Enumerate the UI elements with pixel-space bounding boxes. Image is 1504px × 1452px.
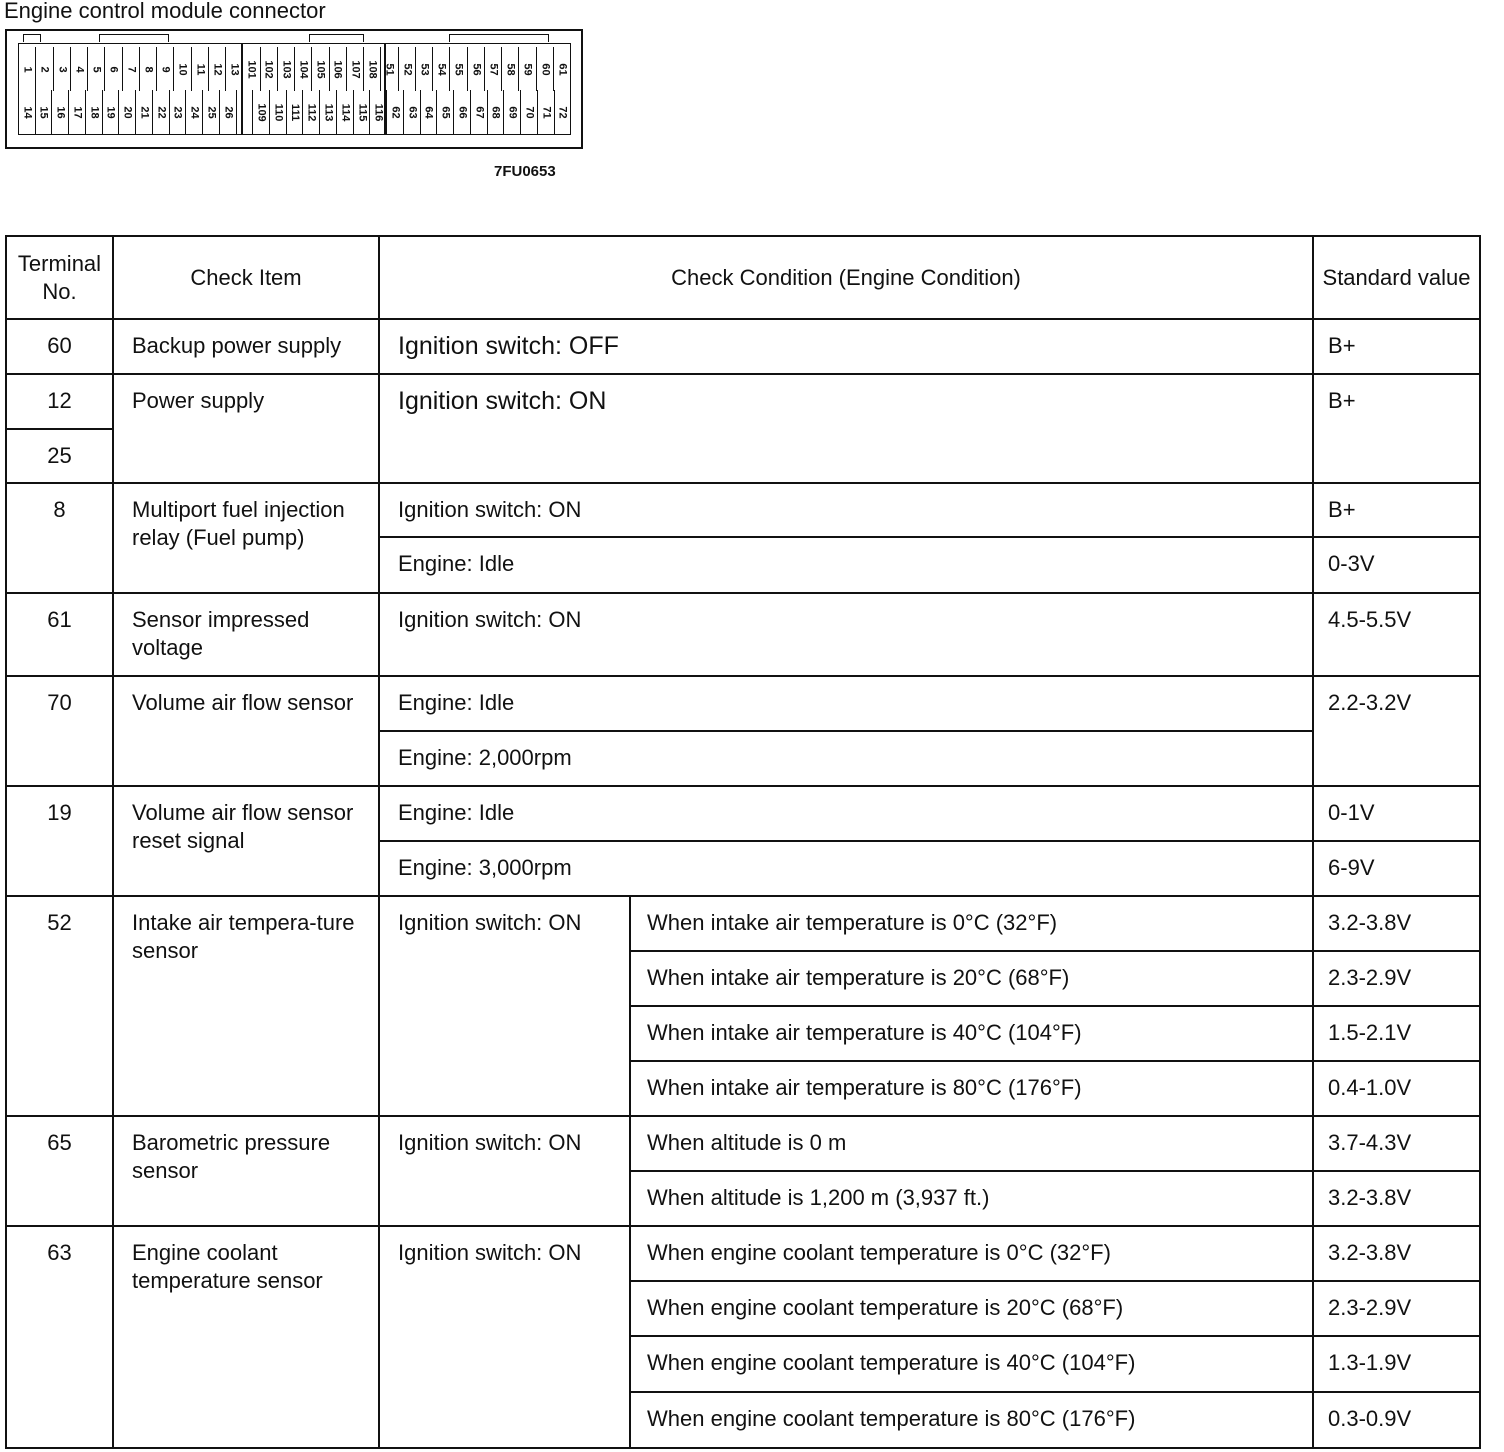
connector-pin (303, 90, 320, 134)
connector-pin-label: 69 (506, 105, 519, 119)
table-row (6, 483, 1480, 537)
connector-pin (554, 47, 570, 91)
connector-pin (103, 90, 120, 134)
check-condition: Ignition switch: ON (379, 1226, 630, 1448)
connector-pin (312, 47, 329, 91)
connector-pin-label: 56 (470, 62, 483, 76)
terminal-number: 70 (6, 676, 113, 786)
sub-condition: When intake air temperature is 0°C (32°F) (630, 896, 1313, 951)
standard-value: B+ (1313, 483, 1480, 537)
connector-pin (454, 90, 471, 134)
standard-value: 4.5-5.5V (1313, 593, 1480, 676)
sub-condition: When engine coolant temperature is 20°C (68°F) (630, 1281, 1313, 1336)
check-condition: Ignition switch: OFF (379, 319, 1313, 374)
sub-condition: When intake air temperature is 20°C (68°F) (630, 951, 1313, 1006)
check-item: Backup power supply (113, 319, 379, 374)
standard-value: 1.5-2.1V (1313, 1006, 1480, 1061)
connector-pin (52, 90, 69, 134)
connector-pin (174, 47, 191, 91)
connector-pin-label: 57 (487, 62, 500, 76)
table-row (6, 896, 1480, 951)
connector-pin (287, 90, 304, 134)
connector-bottom-pin-row (19, 90, 570, 134)
table-header-row (6, 236, 1480, 319)
connector-pin (504, 90, 521, 134)
connector-pin (186, 90, 203, 134)
terminal-number: 52 (6, 896, 113, 1116)
connector-pin (416, 47, 433, 91)
connector-pin-label: 51 (383, 62, 396, 76)
connector-pin-label: 72 (556, 105, 569, 119)
connector-pin (209, 47, 226, 91)
standard-value: 3.2-3.8V (1313, 896, 1480, 951)
standard-value: 3.2-3.8V (1313, 1226, 1480, 1281)
check-condition: Engine: 2,000rpm (379, 731, 1313, 786)
standard-value: 1.3-1.9V (1313, 1336, 1480, 1392)
connector-pin (69, 90, 86, 134)
connector-pin (521, 90, 538, 134)
terminal-number: 61 (6, 593, 113, 676)
connector-pin-label: 2 (38, 65, 51, 73)
connector-notch (99, 34, 169, 42)
standard-value: 0.3-0.9V (1313, 1392, 1480, 1448)
check-condition: Engine: Idle (379, 537, 1313, 593)
connector-notch (23, 34, 41, 42)
connector-pin-label: 65 (439, 105, 452, 119)
connector-pin (88, 47, 105, 91)
connector-pin-label: 9 (159, 65, 172, 73)
standard-value: 3.2-3.8V (1313, 1171, 1480, 1226)
connector-pin-label: 11 (194, 63, 207, 75)
connector-pin (19, 90, 36, 134)
connector-pin-label: 115 (356, 103, 369, 121)
connector-pin (203, 90, 220, 134)
connector-pin (278, 47, 295, 91)
connector-pin-label: 106 (332, 59, 345, 79)
connector-pin-label: 68 (489, 105, 502, 119)
connector-pin (105, 47, 122, 91)
check-condition: Ignition switch: ON (379, 1116, 630, 1226)
check-condition: Engine: Idle (379, 786, 1313, 841)
table-row (6, 319, 1480, 374)
connector-pin (433, 47, 450, 91)
connector-pin-block (18, 43, 571, 135)
connector-pin (488, 90, 505, 134)
connector-pin-label: 108 (366, 59, 379, 79)
connector-pin (243, 47, 260, 91)
connector-pin (237, 90, 254, 134)
connector-pin-label: 101 (245, 59, 258, 79)
connector-pin-label: 22 (155, 105, 168, 119)
connector-pin-label: 112 (305, 103, 318, 121)
connector-pin-label: 6 (107, 65, 120, 73)
connector-pin-label: 1 (21, 65, 34, 73)
connector-pin-label: 12 (211, 62, 224, 76)
check-condition: Ignition switch: ON (379, 483, 1313, 537)
sub-condition: When intake air temperature is 40°C (104°F) (630, 1006, 1313, 1061)
connector-pin-label: 3 (56, 65, 69, 73)
connector-pin (337, 90, 354, 134)
terminal-number: 8 (6, 483, 113, 593)
check-item: Volume air flow sensor reset signal (113, 786, 379, 896)
header-terminal: Terminal No. (6, 236, 113, 319)
connector-pin-label: 54 (435, 62, 448, 76)
check-item: Engine coolant temperature sensor (113, 1226, 379, 1448)
standard-value: 2.3-2.9V (1313, 1281, 1480, 1336)
connector-pin-label: 60 (539, 62, 552, 76)
connector-notch (309, 34, 364, 42)
check-item: Volume air flow sensor (113, 676, 379, 786)
sub-condition: When engine coolant temperature is 40°C (104°F) (630, 1336, 1313, 1392)
connector-pin (270, 90, 287, 134)
connector-pin-label: 62 (389, 105, 402, 119)
check-condition: Ignition switch: ON (379, 896, 630, 1116)
table-row (6, 676, 1480, 731)
connector-pin (71, 47, 88, 91)
table-row (6, 1226, 1480, 1281)
connector-pin-label: 24 (188, 105, 201, 119)
connector-pin-label: 18 (88, 105, 101, 119)
connector-pin-label: 114 (339, 103, 352, 121)
table-row (6, 1116, 1480, 1171)
table-row (6, 374, 1480, 429)
check-item: Multiport fuel injection relay (Fuel pump) (113, 483, 379, 593)
standard-value: 0-3V (1313, 537, 1480, 593)
connector-pin-label: 23 (171, 105, 184, 119)
check-item: Sensor impressed voltage (113, 593, 379, 676)
connector-top-pin-row (19, 47, 570, 91)
connector-pin (468, 47, 485, 91)
sub-condition: When engine coolant temperature is 80°C (176°F) (630, 1392, 1313, 1448)
standard-value: 3.7-4.3V (1313, 1116, 1480, 1171)
connector-pin (347, 47, 364, 91)
connector-pin (387, 90, 404, 134)
check-item: Barometric pressure sensor (113, 1116, 379, 1226)
connector-pin-label: 105 (314, 59, 327, 79)
connector-pin-label: 20 (121, 105, 134, 119)
connector-notch (449, 34, 549, 42)
connector-pin-label: 8 (142, 65, 155, 73)
terminal-number: 65 (6, 1116, 113, 1226)
connector-pin (399, 47, 416, 91)
connector-pin-label: 5 (90, 65, 103, 73)
standard-value: 0.4-1.0V (1313, 1061, 1480, 1116)
drawing-code: 7FU0653 (494, 163, 556, 180)
connector-pin-label: 21 (138, 105, 151, 119)
connector-pin (170, 90, 187, 134)
connector-pin (502, 47, 519, 91)
connector-pin-label: 52 (401, 62, 414, 76)
terminal-number: 25 (6, 429, 113, 483)
standard-value: 0-1V (1313, 786, 1480, 841)
connector-pin-label: 61 (556, 62, 569, 76)
connector-pin (485, 47, 502, 91)
connector-pin (140, 47, 157, 91)
connector-pin (519, 47, 536, 91)
connector-pin (404, 90, 421, 134)
connector-pin (157, 47, 174, 91)
connector-pin (320, 90, 337, 134)
connector-pin-label: 109 (255, 102, 268, 122)
connector-pin (537, 47, 554, 91)
terminal-number: 60 (6, 319, 113, 374)
connector-pin-label: 15 (38, 105, 51, 119)
table-row (6, 593, 1480, 676)
standard-value: B+ (1313, 374, 1480, 483)
sub-condition: When intake air temperature is 80°C (176°F) (630, 1061, 1313, 1116)
standard-value: 2.3-2.9V (1313, 951, 1480, 1006)
connector-pin (261, 47, 278, 91)
check-item: Intake air tempera-ture sensor (113, 896, 379, 1116)
header-check-condition: Check Condition (Engine Condition) (379, 236, 1313, 319)
connector-pin (295, 47, 312, 91)
connector-pin (364, 47, 381, 91)
table-row (6, 786, 1480, 841)
header-standard-value: Standard value (1313, 236, 1480, 319)
connector-pin (119, 90, 136, 134)
standard-value: B+ (1313, 319, 1480, 374)
check-condition: Engine: Idle (379, 676, 1313, 731)
connector-pin-label: 26 (222, 105, 235, 119)
connector-pin (123, 47, 140, 91)
header-check-item: Check Item (113, 236, 379, 319)
connector-pin (471, 90, 488, 134)
connector-pin-label: 13 (228, 62, 241, 76)
connector-pin-label: 10 (176, 62, 189, 76)
connector-pin (153, 90, 170, 134)
connector-pin-label: 58 (504, 62, 517, 76)
check-condition: Engine: 3,000rpm (379, 841, 1313, 896)
connector-pin (54, 47, 71, 91)
connector-pin (19, 47, 36, 91)
terminal-number: 12 (6, 374, 113, 429)
connector-pin-label: 103 (280, 59, 293, 79)
terminal-check-table (5, 235, 1481, 1449)
connector-pin (330, 47, 347, 91)
sub-condition: When altitude is 0 m (630, 1116, 1313, 1171)
connector-pin-label: 107 (349, 59, 362, 79)
connector-pin (354, 90, 371, 134)
document-title: Engine control module connector (4, 0, 326, 23)
connector-pin-label: 17 (71, 105, 84, 119)
standard-value: 6-9V (1313, 841, 1480, 896)
connector-pin-label: 64 (422, 105, 435, 119)
connector-pin (36, 90, 53, 134)
standard-value: 2.2-3.2V (1313, 676, 1480, 786)
check-condition: Ignition switch: ON (379, 374, 1313, 483)
connector-pin (450, 47, 467, 91)
connector-pin (136, 90, 153, 134)
check-condition: Ignition switch: ON (379, 593, 1313, 676)
connector-pin (36, 47, 53, 91)
connector-pin (220, 90, 237, 134)
connector-pin-label: 53 (418, 62, 431, 76)
connector-pin (86, 90, 103, 134)
connector-pin-label: 111 (289, 103, 302, 121)
connector-pin-label: 116 (372, 103, 385, 121)
connector-pin-label: 7 (125, 65, 138, 73)
connector-pin-label: 104 (297, 59, 310, 79)
sub-condition: When engine coolant temperature is 0°C (32°F) (630, 1226, 1313, 1281)
connector-pin-label: 70 (523, 105, 536, 119)
connector-pin-label: 113 (322, 103, 335, 121)
connector-pin-label: 63 (406, 105, 419, 119)
connector-pin-label: 16 (54, 105, 67, 119)
connector-pin (538, 90, 555, 134)
connector-pin-label: 67 (473, 105, 486, 119)
connector-diagram (5, 29, 583, 149)
check-item: Power supply (113, 374, 379, 483)
connector-pin-label: 110 (272, 103, 285, 121)
connector-pin-label: 4 (73, 65, 86, 73)
connector-pin (437, 90, 454, 134)
connector-pin-label: 25 (205, 105, 218, 119)
pin-group-divider (241, 44, 243, 134)
connector-pin (192, 47, 209, 91)
connector-pin-label: 66 (456, 105, 469, 119)
connector-pin-label: 55 (452, 62, 465, 76)
connector-pin (421, 90, 438, 134)
connector-pin-label: 59 (521, 62, 534, 76)
connector-pin (555, 90, 571, 134)
connector-pin (253, 90, 270, 134)
connector-pin-label: 19 (105, 105, 118, 119)
connector-pin-label: 102 (263, 59, 276, 79)
pin-group-divider (384, 44, 386, 134)
terminal-number: 19 (6, 786, 113, 896)
connector-pin-label: 71 (540, 105, 553, 119)
sub-condition: When altitude is 1,200 m (3,937 ft.) (630, 1171, 1313, 1226)
terminal-number: 63 (6, 1226, 113, 1448)
connector-pin-label: 14 (21, 105, 34, 119)
